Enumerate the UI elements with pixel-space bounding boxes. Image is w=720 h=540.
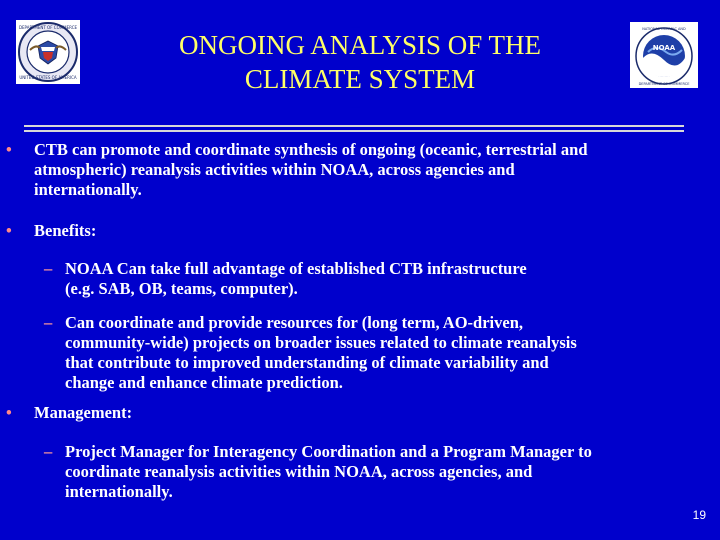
bullet-line: Project Manager for Interagency Coordination and a Program Manager to [65,442,592,461]
bullet-line: that contribute to improved understanding of climate variability and [65,353,549,372]
bullet-line: Management: [34,403,133,422]
bullet-line: NOAA Can take full advantage of established CTB infrastructure [65,259,527,278]
bullet-line: Benefits: [34,221,97,240]
bullet-line: Can coordinate and provide resources for (long term, AO-driven, [65,313,524,332]
commerce-seal-logo [16,20,80,84]
bullet-line: coordinate reanalysis activities within NOAA, across agencies, and [65,462,533,481]
title-line-1: ONGOING ANALYSIS OF THE [178,30,542,60]
bullet-line: (e.g. SAB, OB, teams, computer). [65,279,298,298]
dash-icon: – [44,259,53,278]
noaa-logo [630,22,698,88]
bullet-line: internationally. [34,180,142,199]
bullet-line: CTB can promote and coordinate synthesis of ongoing (oceanic, terrestrial and [34,140,588,159]
bullet-line: internationally. [65,482,173,501]
bullet-line: atmospheric) reanalysis activities within NOAA, across agencies and [34,160,515,179]
page-number: 19 [692,508,706,522]
slide-title [110,28,610,96]
title-line-2: CLIMATE SYSTEM [244,64,476,94]
bullet-line: community-wide) projects on broader issues related to climate reanalysis [65,333,577,352]
bullet-dot-icon: • [6,221,12,240]
bullet-line: change and enhance climate prediction. [65,373,343,392]
svg-text:DEPARTMENT OF COMMERCE: DEPARTMENT OF COMMERCE [18,25,78,30]
svg-text:UNITED STATES OF AMERICA: UNITED STATES OF AMERICA [19,75,77,80]
dash-icon: – [44,442,53,461]
svg-text:NOAA: NOAA [652,44,676,52]
svg-text:NATIONAL OCEANIC AND: NATIONAL OCEANIC AND [642,27,686,31]
dash-icon: – [44,313,53,332]
svg-text:DEPARTMENT OF COMMERCE: DEPARTMENT OF COMMERCE [638,82,690,86]
bullet-dot-icon: • [6,140,12,159]
divider-rule-top [24,125,684,127]
bullet-dot-icon: • [6,403,12,422]
divider-rule-bottom [24,130,684,132]
